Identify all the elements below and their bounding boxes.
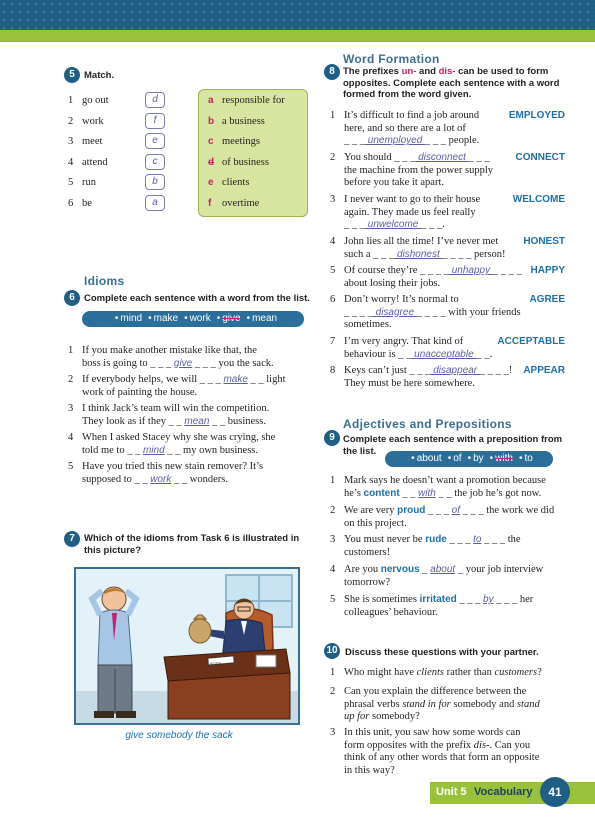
match-left-number: 1 [68,95,74,106]
item-answer: by [483,594,494,605]
item-line: I never want to go to their house [344,194,481,205]
prep-list-bullet: • [489,453,494,464]
item-line: Don’t worry! It’s normal to [344,294,459,305]
item-line: he’s [344,487,364,499]
task-6-instruction: Complete each sentence with a word from the list. [84,293,310,304]
adj-prep-title: Adjectives and Prepositions [343,417,512,431]
item-line: the machine from the power supply [344,164,493,176]
match-left-word: meet [82,136,103,147]
item-line: Are you [344,564,381,575]
item-line: She is sometimes [344,594,420,605]
task-6-badge: 6 [64,290,80,306]
match-option-letter: b [208,115,215,127]
task-7-illustration [74,567,300,725]
task-5-instruction: Match. [84,70,115,81]
adjective: rude [425,534,447,545]
item-answer: disagree [372,306,417,318]
item-number: 5 [68,461,74,472]
item-answer: unwelcome [365,219,422,230]
keyword: EMPLOYED [508,110,565,121]
item-line: _ your job interview [455,564,544,575]
match-option-letter: c [208,136,214,147]
item-answer: give [173,357,193,369]
idiom-list-bullet: • [246,313,251,324]
item-line: _ _ _ [456,594,484,605]
prep-word-list [385,451,553,467]
item-line: Of course they’re _ _ _ _ [344,265,449,276]
item-line: You must never be [344,534,426,545]
task-10-badge: 10 [324,643,340,659]
item-answer: dishonest [394,248,443,260]
idiom-list-bullet: • [148,313,152,324]
prep-list-word: to [524,453,533,464]
match-answer-box: d [145,92,165,108]
adjective: proud [397,505,426,516]
item-number: 2 [330,152,336,163]
item-line: _ _ _ the work we did [460,505,555,516]
item-answer: make [223,374,248,385]
item-text [344,564,574,589]
item-text [344,336,514,361]
item-text [344,294,521,332]
item-answer: of [451,505,461,516]
item-text [344,110,514,148]
match-answer-box: e [145,133,165,149]
item-text [344,475,574,500]
item-line: _ _ _ [446,534,474,545]
item-line: I think Jack’s team will win the competition. [82,403,270,414]
match-answer-box: c [145,154,165,170]
task-7-answer: give somebody the sack [125,730,233,741]
item-line: _ _ _. [421,219,445,230]
item-line: _ _ _ [344,135,365,146]
task-10-instruction: Discuss these questions with your partner. [345,647,539,658]
match-answer-box: f [145,113,165,129]
match-option-letter: f [208,197,212,209]
prep-list-word: by [473,453,484,464]
item-line: _ _ _ [468,152,490,163]
item-line: _ _ _ _ [344,306,373,318]
item-line: If everybody helps, we will _ _ _ [82,374,224,385]
item-line: I’m very angry. That kind of [344,336,464,347]
item-number: 5 [330,265,336,276]
item-line: about losing their jobs. [344,277,441,289]
item-line: _ _ my own business. [164,444,258,456]
item-text [82,461,308,486]
item-line: _ _ _ _! [479,365,513,376]
idiom-list-word: make [153,313,179,324]
match-left-word: attend [82,156,108,168]
match-answer-box: b [145,174,165,190]
top-accent-bar [0,30,595,42]
prep-list-bullet: • [518,453,523,464]
keyword: APPEAR [523,365,565,376]
item-line: again. They made us feel really [344,206,476,218]
item-answer: unhappy [448,265,493,276]
item-line: Keys can’t just _ _ _ [344,365,431,376]
item-line: _ _ wonders. [171,473,228,485]
item-line: _ _ _ _ with your friends [416,306,521,318]
keyword: HONEST [523,236,565,247]
keyword: CONNECT [515,152,565,163]
prep-list-word: of [453,453,462,464]
item-line: _ _ light [247,374,286,385]
item-line: on this project. [344,517,407,529]
match-option-text: a business [222,115,265,127]
match-left-number: 2 [68,115,74,127]
item-line: Have you tried this new stain remover? It’s [82,461,264,472]
item-text [344,236,514,261]
idiom-list-bullet: • [184,313,188,324]
match-option-text: responsible for [222,95,285,106]
task-7-instruction: Which of the idioms from Task 6 is illustrated in this picture? [84,533,300,556]
item-number: 2 [330,505,336,516]
item-line: They look as if they _ _ [82,415,185,427]
adjective: irritated [419,594,457,605]
adjective: content [363,487,400,499]
match-option-letter: d [208,156,215,168]
item-answer: mind [142,444,165,456]
keyword: ACCEPTABLE [497,336,565,347]
idiom-list-word: mean [252,313,278,324]
item-answer: disconnect [415,152,469,163]
item-line: colleagues’ behaviour. [344,606,438,618]
item-line: boss is going to _ _ _ [82,357,174,369]
item-line: _ _ _ [425,505,452,516]
match-option-text: clients [222,177,250,188]
item-answer: unemployed [365,135,426,146]
item-line: _ _ business. [209,415,266,427]
item-text [344,365,514,390]
item-line: _ [419,564,431,575]
item-number: 2 [68,374,74,385]
item-line: _ _ the job he’s got now. [435,487,542,499]
match-answer-box: a [145,195,165,211]
item-line: It’s difficult to find a job around [344,110,480,121]
item-text [344,152,514,190]
item-number: 8 [330,365,336,376]
task-9-instruction: Complete each sentence with a preposition from the list. [343,434,563,457]
idioms-word-list [82,311,304,327]
item-line: _ _ _ the [481,534,521,545]
item-answer: with [418,487,436,499]
task-8-badge: 8 [324,64,340,80]
task-7-badge: 7 [64,531,80,547]
idiom-list-bullet: • [114,313,119,324]
item-line: tomorrow? [344,576,391,588]
footer-section: Vocabulary [474,786,533,798]
item-line: _ _ _ her [493,594,534,605]
match-left-word: be [82,197,92,209]
item-text [344,194,514,232]
match-option-text: of business [222,156,269,168]
item-number: 3 [68,403,74,414]
item-line: John lies all the time! I’ve never met [344,236,499,247]
match-option-letter: a [208,95,214,106]
match-option-text: meetings [222,136,260,147]
keyword: AGREE [529,294,565,305]
item-line: here, and so there are a lot of [344,122,466,134]
idiom-list-bullet: • [216,313,221,324]
idioms-title: Idioms [84,274,125,288]
prep-list-word: with [495,453,513,464]
item-line: such a _ _ _ [344,248,395,260]
adjective: nervous [380,564,420,575]
item-text [344,505,574,530]
item-line: _ _ [399,487,419,499]
item-text [82,432,308,457]
item-answer: to [473,534,482,545]
item-line: If you make another mistake like that, the [82,345,257,356]
item-line: work of painting the house. [82,386,198,398]
item-answer: mean [184,415,210,427]
item-line: _ _ _ _ person! [442,248,506,260]
task-9-badge: 9 [324,430,340,446]
item-line: When I asked Stacey why she was crying, she [82,432,276,443]
item-line: supposed to _ _ [82,473,151,485]
match-left-word: go out [82,95,109,106]
boss-sign: BOSS [209,660,222,667]
item-number: 4 [330,236,336,247]
item-line: _ _ _ [344,219,365,230]
match-left-word: work [82,115,104,127]
footer-unit: Unit 5 [436,786,467,798]
item-answer: disappear [430,365,480,376]
match-option-letter: e [208,177,214,188]
task-8-instruction: The prefixes un- and dis- can be used to form opposites. Complete each sentence with a word formed from the word given. [343,66,560,100]
item-line: _ _ _ _ [492,265,522,276]
item-line: customers! [344,546,391,558]
item-line: You should _ _ _ [344,152,416,163]
item-line: _ _ _ people. [425,135,480,146]
item-answer: work [150,473,172,485]
item-number: 3 [330,194,336,205]
item-line: Mark says he doesn’t want a promotion because [344,475,546,486]
item-text [344,265,522,290]
item-text [344,534,574,559]
item-number: 4 [68,432,74,443]
item-number: 1 [68,345,74,356]
idiom-list-word: mind [120,313,143,324]
keyword: HAPPY [530,265,565,276]
item-number: 1 [330,110,336,121]
item-line: told me to _ _ [82,444,143,456]
item-text [82,403,308,428]
prep-list-word: about [416,453,442,464]
top-pattern-band [0,0,595,30]
fired-employee-illustration [76,569,298,723]
item-number: 7 [330,336,336,347]
match-left-number: 4 [68,156,74,168]
word-formation-title: Word Formation [343,52,440,66]
idiom-list-word: work [189,313,211,324]
match-option-text: overtime [222,197,260,209]
item-line: We are very [344,505,398,516]
item-number: 4 [330,564,336,575]
prep-list-bullet: • [467,453,472,464]
keyword: WELCOME [512,194,565,205]
idiom-list-word: give [222,313,241,324]
item-line: sometimes. [344,319,392,330]
item-number: 5 [330,594,336,605]
page-number: 41 [540,777,570,807]
item-answer: about [430,564,456,575]
item-number: 6 [330,294,336,305]
match-left-number: 3 [68,136,74,147]
match-left-number: 6 [68,197,74,209]
page-footer [430,782,595,804]
match-left-number: 5 [68,177,74,188]
match-left-word: run [82,177,96,188]
item-line: _ _. [476,348,493,360]
item-line: _ _ _ you the sack. [192,357,274,369]
item-number: 1 [330,475,336,486]
item-line: They must be here somewhere. [344,377,475,389]
task-5-badge: 5 [64,67,80,83]
item-line: behaviour is _ _ [344,348,412,360]
prep-list-bullet: • [447,453,452,464]
item-line: before you take it apart. [344,177,444,188]
item-number: 3 [330,534,336,545]
item-text [82,345,308,370]
prep-list-bullet: • [411,453,415,464]
item-answer: unacceptable [411,348,477,360]
item-text [82,374,308,399]
item-text [344,594,574,619]
